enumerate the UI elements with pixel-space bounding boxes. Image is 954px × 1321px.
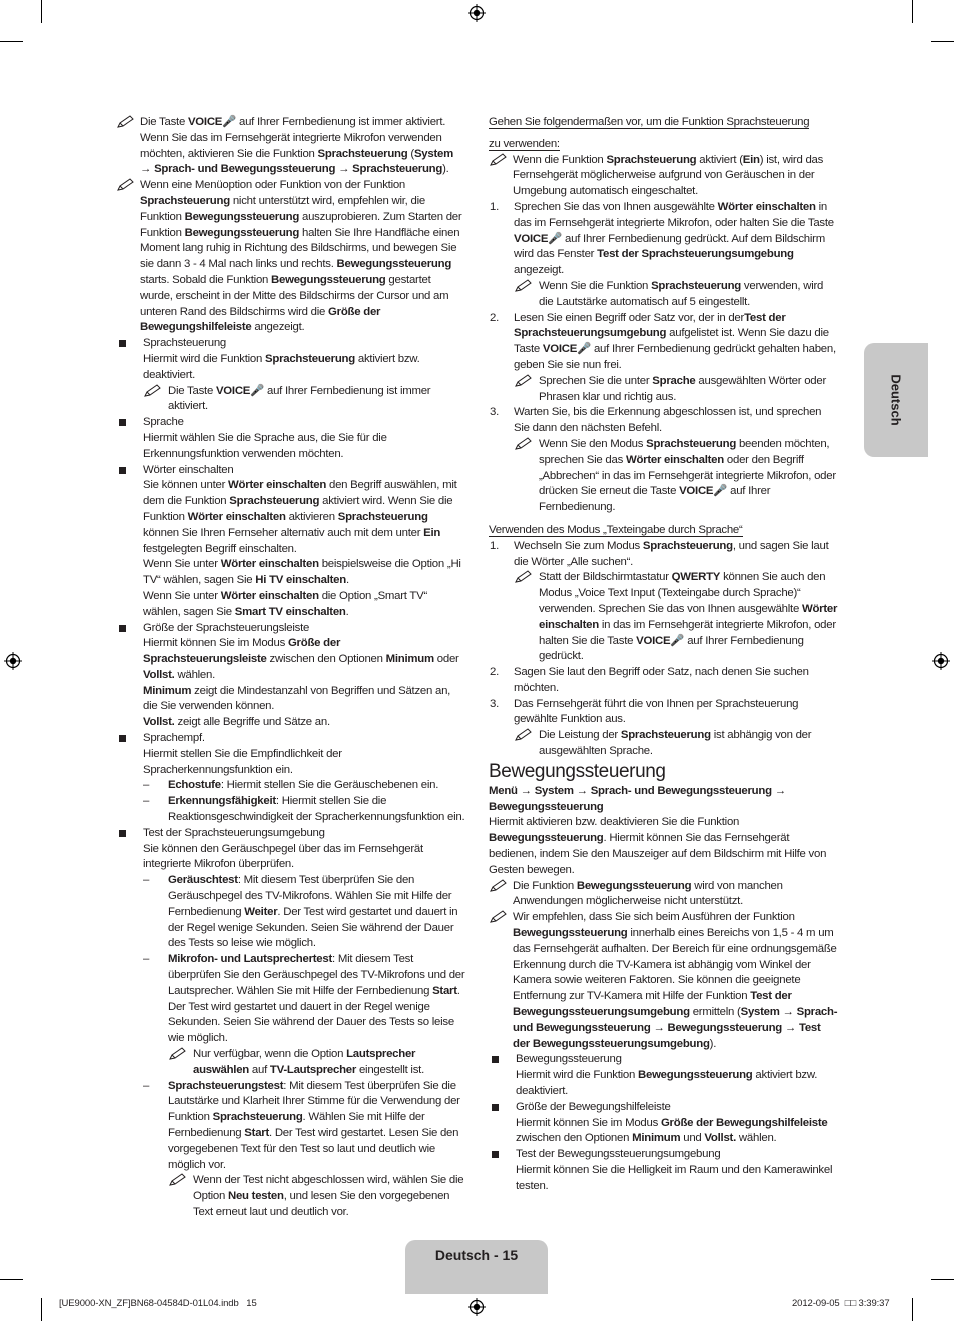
menu-path: Menü → System → Sprach- und Bewegungssteuerung → Bewegungssteuerung [489,784,786,813]
footer-chars: □□ [844,1298,856,1309]
pencil-note-icon [489,910,509,924]
numbered-step: 1. Sprechen Sie das von Ihnen ausgewählte Wörter einschalten in das im Fernsehgerät integrierte Mikrofon, oder halten Sie die Taste VOICE🎤 auf Ihrer Fernbedienung gedrückt. Auf dem Bildschirm wird das Fenster Test der Sprachsteuerungsumgebung angezeigt. Wenn Sie die Funktion Sprachsteuerung verwenden, wird die Lautstärke automatisch auf 5 eingestellt. [489,200,839,311]
dash-item: – Mikrofon- und Lautsprechertest: Mit diesem Test überprüfen Sie den Geräuschpegel des TV-Mikrofons und der Lautsprecher. Wählen Sie mit Hilfe der Fernbedienung Start. Der Test wird gestartet und dauert in der Regel wenige Sekunden. Seien Sie während der Dauer des Tests so leise wie möglich. Nur verfügbar, wenn die Option Lautsprecher auswählen auf TV-Lautsprecher eingestellt ist. [116,952,466,1078]
list-item: Sprache [116,415,466,431]
registration-mark-icon [468,1298,486,1316]
paragraph: Hiermit aktivieren bzw. deaktivieren Sie die Funktion Bewegungssteuerung. Hiermit können Sie das Fernsehgerät bedienen, indem Sie den Mauszeiger auf dem Bildschirm mit Hilfe von Gesten bewegen. [489,816,827,876]
note: Die Funktion Bewegungssteuerung wird von manchen Anwendungen möglicherweise nicht unterstützt. [489,879,839,911]
numbered-step: 2. Lesen Sie einen Begriff oder Satz vor, der in derTest der Sprachsteuerungsumgebung aufgelistet ist. Wenn Sie dazu die Taste VOICE🎤 auf Ihrer Fernbedienung gedrückt gehalten haben, geben Sie sie nun frei. Sprechen Sie die unter Sprache ausgewählten Wörter oder Phrasen klar und richtig aus. [489,311,839,406]
note: Wenn die Funktion Sprachsteuerung aktiviert (Ein) ist, wird das Fernsehgerät möglicherweise aufgrund von Geräuschen in der Umgebung automatisch eingeschaltet. [489,153,839,200]
list-item-body: Hiermit können Sie im Modus Größe der Bewegungshilfeleiste zwischen den Optionen Minimum und Vollst. wählen. [516,1116,828,1145]
pencil-note-icon [489,153,509,167]
note: Die Taste VOICE🎤 auf Ihrer Fernbedienung ist immer aktiviert. Wenn Sie das im Fernsehgerät integrierte Mikrofon verwenden möchten, aktivieren Sie die Funktion Sprachsteuerung (System → Sprach- und Bewegungssteuerung → Sprachsteuerung). [116,115,466,178]
pencil-note-icon [168,1047,188,1061]
footer-file [59,1298,257,1309]
pencil-note-icon [514,279,534,293]
pencil-note-icon [168,1173,188,1187]
list-item-body: Hiermit wird die Funktion Bewegungssteuerung aktiviert bzw. deaktiviert. [516,1069,818,1098]
language-tab [864,343,928,457]
note: Wenn der Test nicht abgeschlossen wird, wählen Sie die Option Neu testen, und lesen Sie den vorgegebenen Text erneut laut und deutlich vor. [168,1173,466,1220]
numbered-step: 3. Warten Sie, bis die Erkennung abgeschlossen ist, und sprechen Sie dann den nächsten Befehl. Wenn Sie den Modus Sprachsteuerung beenden möchten, sprechen Sie das Wörter einschalten oder den Begriff „Abbrechen“ in das im Fernsehgerät integrierte Mikrofon, oder drücken Sie erneut die Taste VOICE🎤 auf Ihrer Fernbedienung. [489,405,839,516]
footer-time: 3:39:37 [858,1298,890,1309]
crop-mark [912,1298,913,1321]
list-item: Sprachempf. [116,731,466,747]
list-item: Wörter einschalten [116,463,466,479]
note: Wenn eine Menüoption oder Funktion von der Funktion Sprachsteuerung nicht unterstützt wird, empfehlen wir, die Funktion Bewegungssteuerung auszuprobieren. Zum Starten der Funktion Bewegungssteuerung halten Sie Ihre Handfläche einen Moment lang ruhig in Richtung des Bildschirms, und bewegen Sie sie dann 3 - 4 Mal nach links und rechts. Bewegungssteuerung starts. Sobald die Funktion Bewegungssteuerung gestartet wurde, erscheint in der Mitte des Bildschirms der Cursor und am unteren Rand des Bildschirms wird die Größe der Bewegungshilfeleiste angezeigt. [116,178,466,336]
dash-item: – Erkennungsfähigkeit: Hiermit stellen Sie die Reaktionsgeschwindigkeit der Spracherkennungsfunktion ein. [143,795,465,824]
pencil-note-icon [514,570,534,584]
crop-mark [931,1279,954,1280]
note: Statt der Bildschirmtastatur QWERTY können Sie auch den Modus „Voice Text Input (Texteingabe durch Sprache)“ verwenden. Sprechen Sie das von Ihnen ausgewählte Wörter einschalten in das im Fernsehgerät integrierte Mikrofon, oder halten Sie die Taste VOICE🎤 auf Ihrer Fernbedienung gedrückt. [514,570,839,665]
section-title: Bewegungssteuerung [489,760,666,782]
crop-mark [931,41,954,42]
numbered-step: 2. Sagen Sie laut den Begriff oder Satz, nach denen Sie suchen möchten. [490,666,809,694]
crop-mark [912,0,913,23]
note: Wir empfehlen, dass Sie sich beim Ausführen der Funktion Bewegungssteuerung innerhalb eines Bereichs von 1,5 - 4 m um das Fernsehgerät aufhalten. Der Bereich für eine ordnungsgemäße Erkennung durch die TV-Kamera ist abhängig vom Winkel der Kamera sowie weiteren Faktoren. Sie können die geeignete Entfernung zur TV-Kamera mit Hilfe der Funktion Test der Bewegungssteuerungsumgebung ermitteln (System → Sprach- und Bewegungssteuerung → Bewegungssteuerung → Test der Bewegungssteuerungsumgebung). [489,910,839,1052]
registration-mark-icon [468,4,486,22]
footer-page: 15 [246,1298,257,1309]
pencil-note-icon [514,374,534,388]
pencil-note-icon [514,437,534,451]
registration-mark-icon [4,652,22,670]
pencil-note-icon [489,879,509,893]
language-tab-label: Deutsch [888,374,904,426]
list-item-body: Hiermit wählen Sie die Sprache aus, die Sie für die Erkennungsfunktion verwenden möchten. [143,431,387,460]
dash-item: – Echostufe: Hiermit stellen Sie die Geräuschebenen ein. [143,779,439,792]
list-item-body: Sie können unter Wörter einschalten den Begriff auswählen, mit dem die Funktion Sprachsteuerung aktiviert wird. Wenn Sie die Funktion Wörter einschalten aktivieren Sprachsteuerung können Sie Ihren Fernseher alternativ auch mit dem unter Ein festgelegten Begriff einschalten. Wenn Sie unter Wörter einschalten beispielsweise die Option „Hi TV“ wählen, sagen Sie Hi TV einschalten. Wenn Sie unter Wörter einschalten die Option „Smart TV“ wählen, sagen Sie Smart TV einschalten. [143,479,461,618]
footer-timestamp [792,1298,890,1309]
note: Wenn Sie die Funktion Sprachsteuerung verwenden, wird die Lautstärke automatisch auf 5 eingestellt. [514,279,839,311]
list-item-body: Hiermit können Sie im Modus Größe der Sprachsteuerungsleiste zwischen den Optionen Minimum oder Vollst. wählen. Minimum zeigt die Mindestanzahl von Begriffen und Sätzen an, die Sie verwenden können. Vollst. zeigt alle Begriffe und Sätze an. [143,637,459,729]
list-item-body: Hiermit wird die Funktion Sprachsteuerung aktiviert bzw. deaktiviert. Die Taste VOICE🎤 auf Ihrer Fernbedienung ist immer aktiviert. [116,352,466,415]
page-number: Deutsch - 15 [405,1240,548,1294]
list-item-body: Hiermit können Sie die Helligkeit im Raum und den Kamerawinkel testen. [516,1164,833,1192]
crop-mark [41,0,42,23]
crop-mark [0,1279,23,1280]
note: Nur verfügbar, wenn die Option Lautsprecher auswählen auf TV-Lautsprecher eingestellt ist. [168,1047,466,1079]
numbered-step: 1. Wechseln Sie zum Modus Sprachsteuerung, und sagen Sie laut die Wörter „Alle suchen“. Statt der Bildschirmtastatur QWERTY können Sie auch den Modus „Voice Text Input (Texteingabe durch Sprache)“ verwenden. Sprechen Sie das von Ihnen ausgewählte Wörter einschalten in das im Fernsehgerät integrierte Mikrofon, oder halten Sie die Taste VOICE🎤 auf Ihrer Fernbedienung gedrückt. [489,539,839,665]
pencil-note-icon [143,384,163,398]
list-item: Größe der Bewegungshilfeleiste [489,1100,839,1116]
list-item: Größe der Sprachsteuerungsleiste [116,621,466,637]
left-column [116,115,466,1221]
note: Die Leistung der Sprachsteuerung ist abhängig von der ausgewählten Sprache. [514,728,839,760]
numbered-step: 3. Das Fernsehgerät führt die von Ihnen per Sprachsteuerung gewählte Funktion aus. Die Leistung der Sprachsteuerung ist abhängig von der ausgewählten Sprache. [489,697,839,760]
dash-item: – Geräuschtest: Mit diesem Test überprüfen Sie den Geräuschpegel des TV-Mikrofons. Wählen Sie mit Hilfe der Fernbedienung Weiter. Der Test wird gestartet und dauert in der Regel wenige Sekunden. Seien Sie während der Dauer des Tests so leise wie möglich. [143,874,458,950]
pencil-note-icon [116,178,136,192]
section-heading: Verwenden des Modus „Texteingabe durch Sprache“ [489,523,743,536]
note: Wenn Sie den Modus Sprachsteuerung beenden möchten, sprechen Sie das Wörter einschalten oder den Begriff „Abbrechen“ in das im Fernsehgerät integrierte Mikrofon, oder drücken Sie erneut die Taste VOICE🎤 auf Ihrer Fernbedienung. [514,437,839,516]
note: Die Taste VOICE🎤 auf Ihrer Fernbedienung ist immer aktiviert. [143,384,466,416]
dash-item: – Sprachsteuerungstest: Mit diesem Test überprüfen Sie die Lautstärke und Klarheit Ihrer Stimme für die Verwendung der Funktion Sprachsteuerung. Wählen Sie mit Hilfe der Fernbedienung Start. Der Test wird gestartet. Lesen Sie den vorgegebenen Text für den Test so laut und deutlich wie möglich vor. Wenn der Test nicht abgeschlossen wird, wählen Sie die Option Neu testen, und lesen Sie den vorgegebenen Text erneut laut und deutlich vor. [116,1079,466,1221]
list-item: Test der Sprachsteuerungsumgebung [116,826,466,842]
section-heading: Gehen Sie folgendermaßen vor, um die Funktion Sprachsteuerung [489,116,810,128]
crop-mark [41,1298,42,1321]
registration-mark-icon [932,652,950,670]
pencil-note-icon [514,728,534,742]
list-item: Bewegungssteuerung [489,1052,839,1068]
pencil-note-icon [116,115,136,129]
section-heading: zu verwenden: [489,137,560,150]
list-item: Test der Bewegungssteuerungsumgebung [489,1147,839,1163]
note: Sprechen Sie die unter Sprache ausgewählten Wörter oder Phrasen klar und richtig aus. [514,374,839,406]
list-item-body: Sie können den Geräuschpegel über das im Fernsehgerät integrierte Mikrofon überprüfen. [143,842,423,871]
footer-date: 2012-09-05 [792,1298,840,1309]
right-column [489,115,839,1195]
list-item: Sprachsteuerung [116,336,466,352]
footer-filename: [UE9000-XN_ZF]BN68-04584D-01L04.indb [59,1298,239,1309]
crop-mark [0,41,23,42]
list-item-body: Hiermit stellen Sie die Empfindlichkeit der Spracherkennungsfunktion ein. [143,747,342,776]
